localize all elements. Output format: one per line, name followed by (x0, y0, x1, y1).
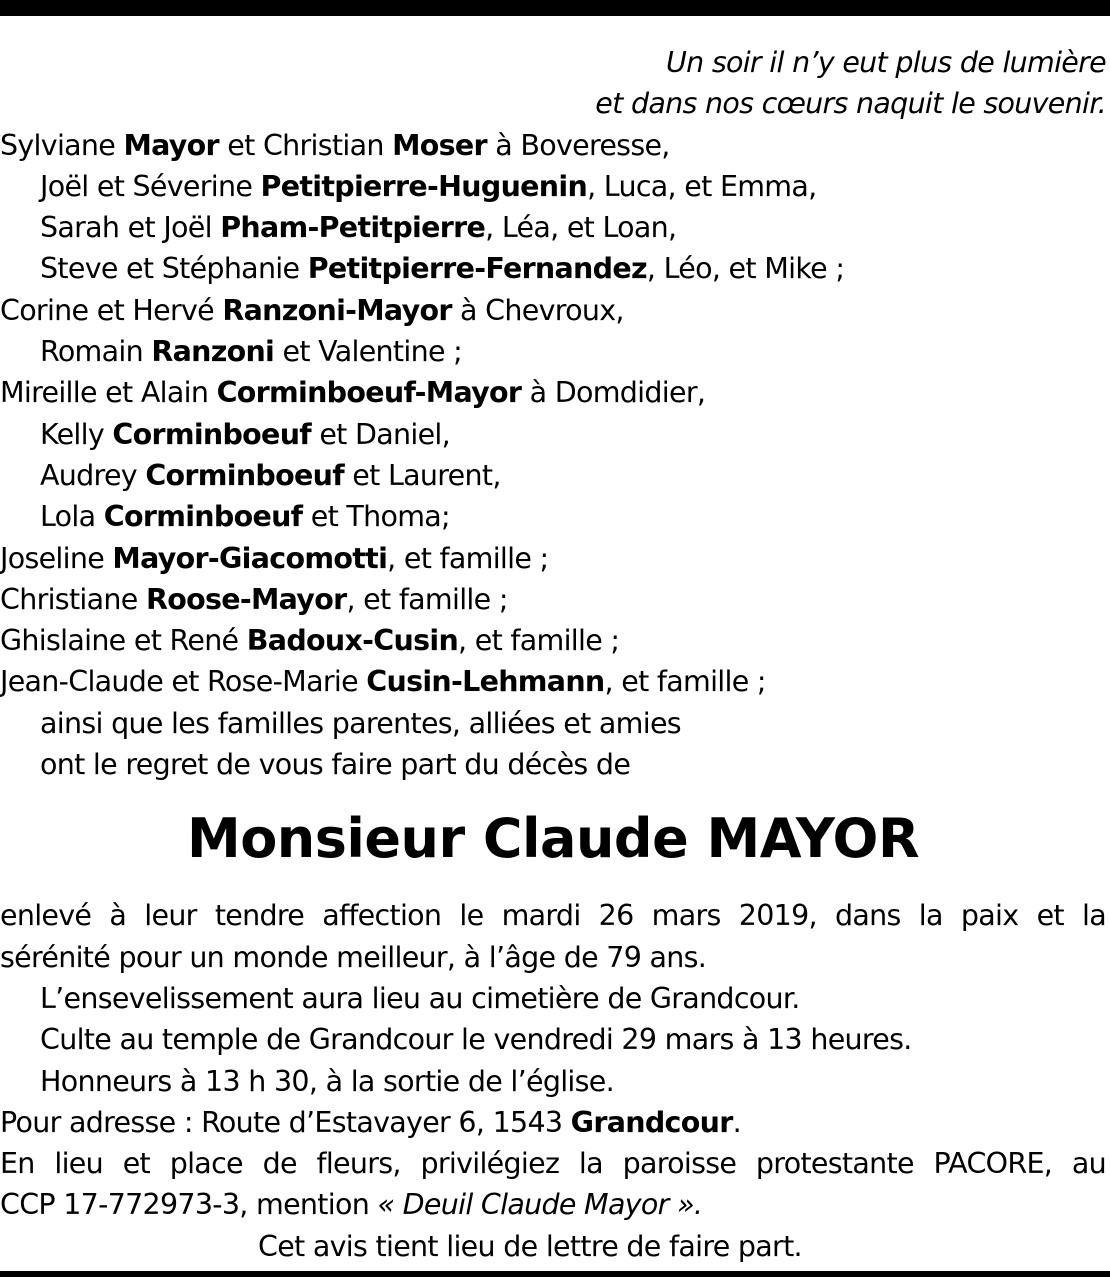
flowers-line-1: En lieu et place de fleurs, privilégiez la paroisse protestante PACORE, au (0, 1147, 1106, 1181)
family-line: Audrey Corminboeuf et Laurent, (40, 458, 501, 492)
donation-mention: « Deuil Claude Mayor ». (377, 1188, 703, 1222)
family-surname: Badoux-Cusin (246, 624, 459, 658)
family-line: Romain Ranzoni et Valentine ; (40, 335, 463, 369)
address-town: Grandcour (570, 1105, 733, 1139)
deceased-name: Monsieur Claude MAYOR (186, 807, 920, 871)
honours-info: Honneurs à 13 h 30, à la sortie de l’église. (40, 1064, 614, 1098)
family-surname: Corminboeuf (145, 458, 344, 492)
family-line: Sarah et Joël Pham-Petitpierre, Léa, et Loan, (40, 211, 677, 245)
family-surname: Roose-Mayor (145, 582, 347, 616)
announce-line-1: ainsi que les familles parentes, alliées et amies (40, 706, 681, 740)
family-surname: Petitpierre-Fernandez (307, 252, 647, 286)
epigraph-line-1: Un soir il n’y eut plus de lumière (665, 46, 1106, 79)
family-line: Lola Corminboeuf et Thoma; (40, 500, 450, 534)
epigraph-line-2: et dans nos cœurs naquit le souvenir. (595, 87, 1106, 121)
details-line-2: sérénité pour un monde meilleur, à l’âge de 79 ans. (0, 940, 707, 974)
address-line: Pour adresse : Route d’Estavayer 6, 1543 Grandcour. (0, 1105, 741, 1139)
family-line: Steve et Stéphanie Petitpierre-Fernandez, Léo, et Mike ; (40, 252, 845, 286)
family-surname: Corminboeuf (112, 417, 311, 451)
family-surname: Mayor-Giacomotti (112, 541, 388, 575)
family-line: Ghislaine et René Badoux-Cusin, et famille ; (0, 624, 620, 658)
family-surname: Ranzoni-Mayor (222, 293, 452, 327)
family-line: Mireille et Alain Corminboeuf-Mayor à Domdidier, (0, 376, 706, 410)
family-surname: Corminboeuf (103, 500, 303, 534)
family-surname: Corminboeuf-Mayor (216, 376, 522, 410)
family-line: Kelly Corminboeuf et Daniel, (40, 417, 451, 451)
family-line: Joël et Séverine Petitpierre-Huguenin, Luca, et Emma, (40, 169, 817, 203)
top-rule (0, 0, 1110, 16)
family-surname: Moser (392, 128, 487, 162)
death-notice (0, 42, 1106, 1267)
details-line-1: enlevé à leur tendre affection le mardi 26 mars 2019, dans la paix et la (0, 899, 1106, 933)
family-line: Corine et Hervé Ranzoni-Mayor à Chevroux, (0, 293, 624, 327)
announce-line-2: ont le regret de vous faire part du décès de (40, 748, 631, 782)
family-surname: Ranzoni (151, 335, 275, 369)
burial-info: L’ensevelissement aura lieu au cimetière de Grandcour. (40, 981, 800, 1015)
family-line: Sylviane Mayor et Christian Moser à Boveresse, (0, 128, 670, 162)
family-surname: Petitpierre-Huguenin (260, 169, 588, 203)
closing-line: Cet avis tient lieu de lettre de faire part. (258, 1229, 802, 1263)
service-info: Culte au temple de Grandcour le vendredi 29 mars à 13 heures. (40, 1023, 912, 1057)
flowers-line-2: CCP 17-772973-3, mention « Deuil Claude Mayor ». (0, 1188, 703, 1222)
family-surname: Pham-Petitpierre (220, 211, 486, 245)
bottom-rule (0, 1271, 1110, 1277)
family-line: Christiane Roose-Mayor, et famille ; (0, 582, 508, 616)
family-line: Joseline Mayor-Giacomotti, et famille ; (0, 541, 549, 575)
family-line: Jean-Claude et Rose-Marie Cusin-Lehmann, et famille ; (0, 665, 766, 699)
family-surname: Cusin-Lehmann (366, 665, 605, 699)
family-surname: Mayor (123, 128, 219, 162)
